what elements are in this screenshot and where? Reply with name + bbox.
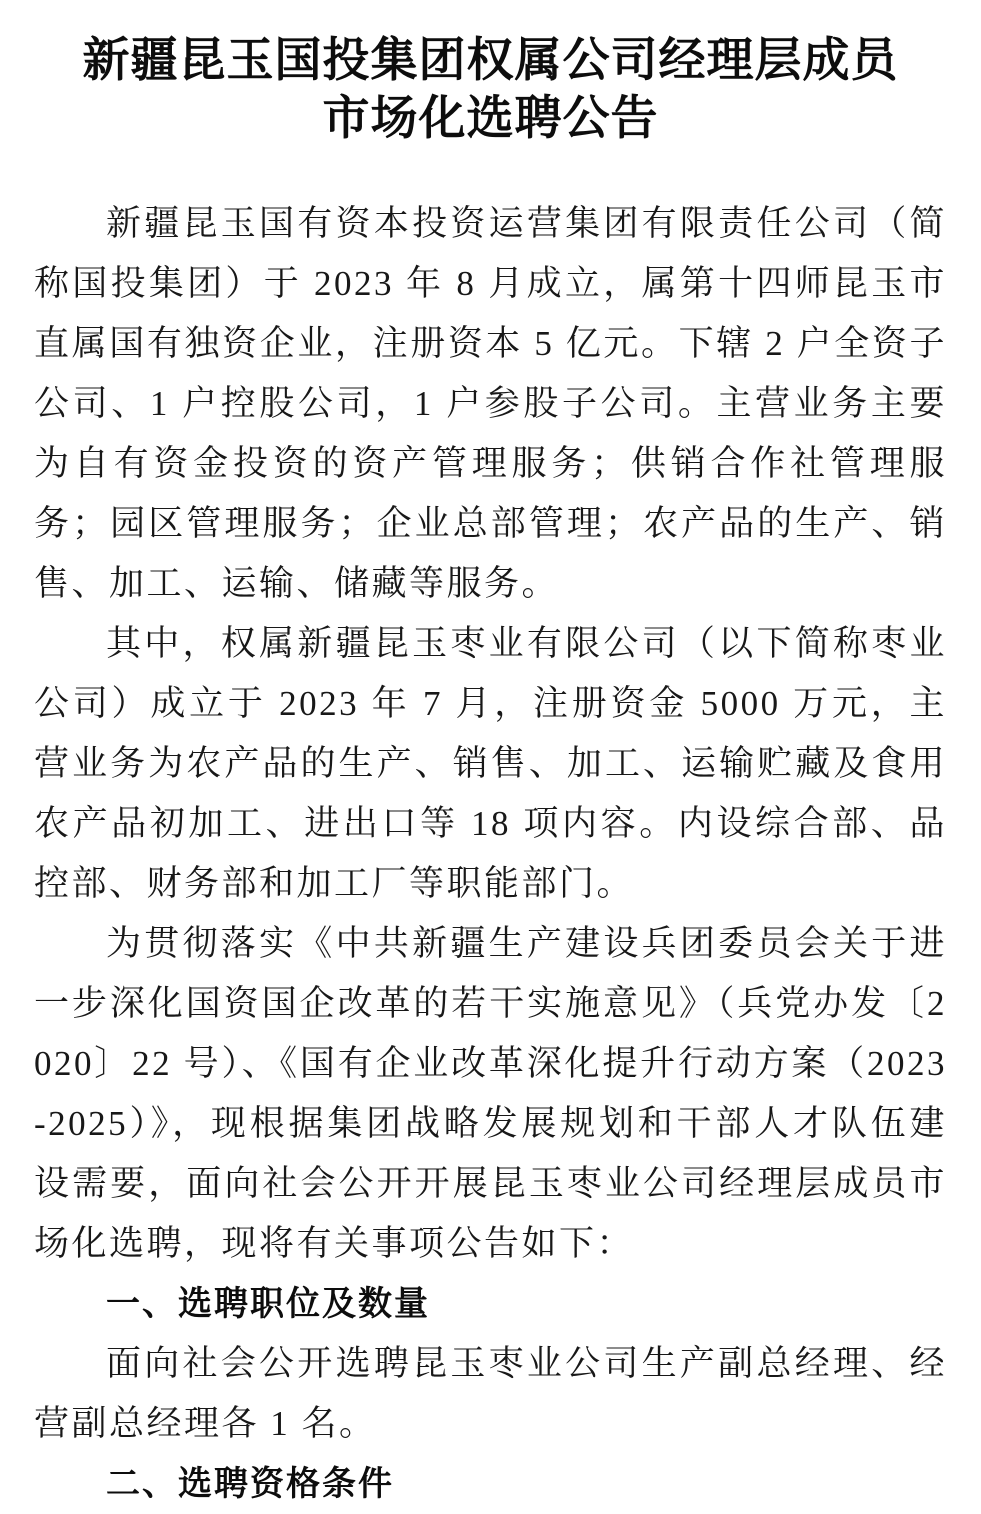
paragraph-positions-count: 面向社会公开选聘昆玉枣业公司生产副总经理、经营副总经理各 1 名。: [34, 1344, 947, 1443]
section-heading-qualifications: 二、选聘资格条件: [106, 1465, 394, 1503]
section-heading-positions: 一、选聘职位及数量: [106, 1285, 430, 1323]
document-title-line-2: 市场化选聘公告: [322, 93, 659, 145]
document-title-line-1: 新疆昆玉国投集团权属公司经理层成员: [82, 35, 899, 87]
document-title: [34, 32, 947, 148]
paragraph-policy-basis: 为贯彻落实《中共新疆生产建设兵团委员会关于进一步深化国资国企改革的若干实施意见》（兵党办发〔2020〕22 号）、《国有企业改革深化提升行动方案（2023-2025）》，现根据集团战略发展规划和干部人才队伍建设需要，面向社会公开开展昆玉枣业公司经理层成员市场化选聘，现将有关事项公告如下：: [34, 924, 947, 1263]
paragraph-group-introduction: 新疆昆玉国有资本投资运营集团有限责任公司（简称国投集团）于 2023 年 8 月成立，属第十四师昆玉市直属国有独资企业，注册资本 5 亿元。下辖 2 户全资子公司、1 户控股公司，1 户参股子公司。主营业务主要为自有资金投资的资产管理服务；供销合作社管理服务；园区管理服务；企业总部管理；农产品的生产、销售、加工、运输、储藏等服务。: [34, 204, 947, 603]
paragraph-subsidiary-company: 其中，权属新疆昆玉枣业有限公司（以下简称枣业公司）成立于 2023 年 7 月，注册资金 5000 万元，主营业务为农产品的生产、销售、加工、运输贮藏及食用农产品初加工、进出口等 18 项内容。内设综合部、品控部、财务部和加工厂等职能部门。: [34, 624, 947, 903]
